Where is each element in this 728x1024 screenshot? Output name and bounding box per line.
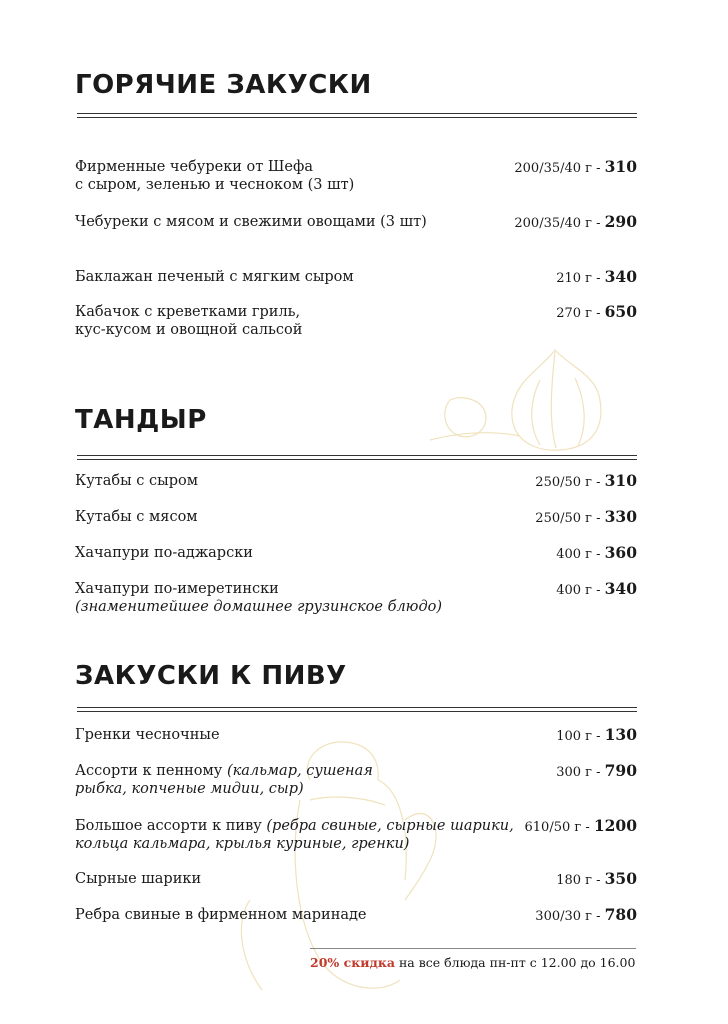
item-name: Кутабы с мясом xyxy=(75,509,198,525)
section-title-tandoor: ТАНДЫР xyxy=(75,405,207,435)
item-weight: 250/50 г - xyxy=(535,511,605,526)
item-name: Ребра свиные в фирменном маринаде xyxy=(75,907,367,923)
item-price: 790 xyxy=(604,761,637,780)
item-name: Кутабы с сыром xyxy=(75,473,198,489)
item-name: Большое ассорти к пиву xyxy=(75,818,267,834)
item-price: 310 xyxy=(604,471,637,490)
item-weight: 270 г - xyxy=(556,306,605,321)
item-price: 650 xyxy=(604,302,637,321)
item-price: 360 xyxy=(604,543,637,562)
item-name: Чебуреки с мясом и свежими овощами (3 шт) xyxy=(75,214,427,230)
item-price: 290 xyxy=(604,212,637,231)
section-divider xyxy=(77,455,637,460)
item-note: (ребра свиные, сырные шарики, xyxy=(266,818,514,834)
item-weight: 210 г - xyxy=(556,271,605,286)
footer-divider xyxy=(310,948,636,949)
item-note-line2: кольца кальмара, крылья куриные, гренки) xyxy=(75,836,410,852)
item-name: Хачапури по-имеретински xyxy=(75,581,279,597)
item-weight: 610/50 г - xyxy=(524,820,594,835)
item-price: 310 xyxy=(604,157,637,176)
item-name-line2: кус-кусом и овощной сальсой xyxy=(75,322,303,338)
item-weight: 180 г - xyxy=(556,873,605,888)
item-note: (кальмар, сушеная xyxy=(226,763,373,779)
item-price: 780 xyxy=(604,905,637,924)
item-weight: 300/30 г - xyxy=(535,909,605,924)
item-name: Ассорти к пенному xyxy=(75,763,227,779)
item-name-line2: с сыром, зеленью и чесноком (3 шт) xyxy=(75,177,355,193)
discount-label: 20% скидка xyxy=(310,955,395,970)
item-name: Хачапури по-аджарски xyxy=(75,545,253,561)
item-weight: 200/35/40 г - xyxy=(514,216,605,231)
section-divider xyxy=(77,113,637,118)
item-name: Сырные шарики xyxy=(75,871,202,887)
item-weight: 250/50 г - xyxy=(535,475,605,490)
section-divider xyxy=(77,707,637,712)
section-title-hot-appetizers: ГОРЯЧИЕ ЗАКУСКИ xyxy=(75,70,372,100)
item-price: 1200 xyxy=(593,816,637,835)
item-name: Гренки чесночные xyxy=(75,727,220,743)
item-price: 350 xyxy=(604,869,637,888)
item-price: 330 xyxy=(604,507,637,526)
item-name: Фирменные чебуреки от Шефа xyxy=(75,159,314,175)
item-weight: 300 г - xyxy=(556,765,605,780)
item-note: (знаменитейшее домашнее грузинское блюдо) xyxy=(75,599,443,615)
discount-text: на все блюда пн-пт с 12.00 до 16.00 xyxy=(395,955,636,970)
item-price: 340 xyxy=(604,267,637,286)
section-title-beer-snacks: ЗАКУСКИ К ПИВУ xyxy=(75,661,347,691)
item-weight: 100 г - xyxy=(556,729,605,744)
item-note-line2: рыбка, копченые мидии, сыр) xyxy=(75,781,304,797)
item-weight: 200/35/40 г - xyxy=(514,161,605,176)
item-price: 130 xyxy=(604,725,637,744)
item-name: Кабачок с креветками гриль, xyxy=(75,304,301,320)
item-name: Баклажан печеный с мягким сыром xyxy=(75,269,354,285)
item-weight: 400 г - xyxy=(556,583,605,598)
discount-footer xyxy=(310,955,635,970)
item-weight: 400 г - xyxy=(556,547,605,562)
item-price: 340 xyxy=(604,579,637,598)
